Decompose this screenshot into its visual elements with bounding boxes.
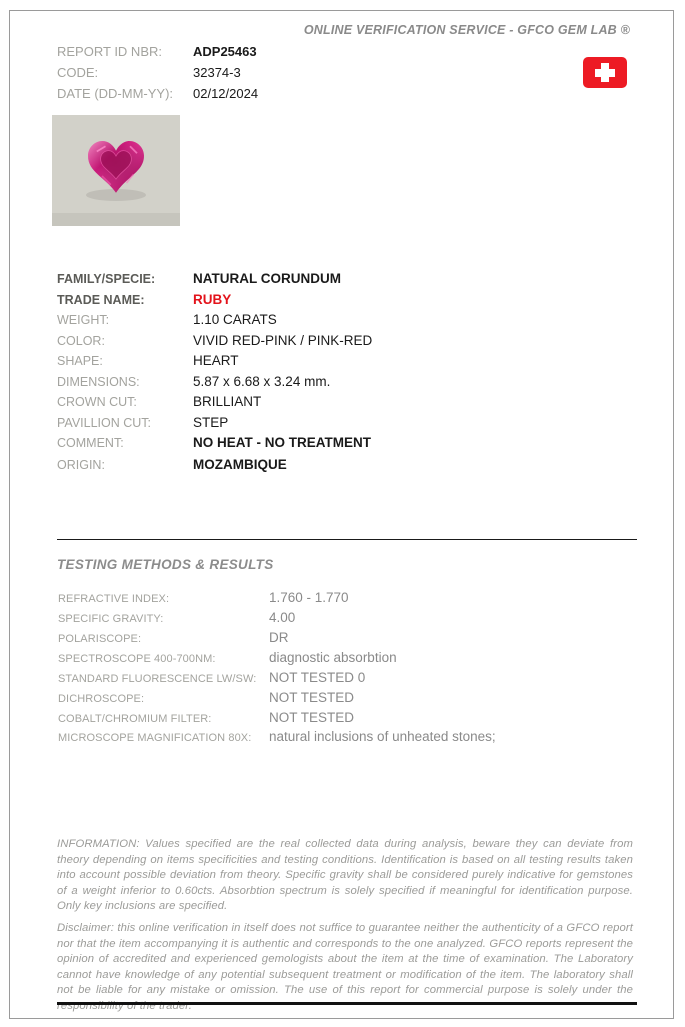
crown-cut-label: CROWN CUT: xyxy=(57,395,137,409)
weight-value: 1.10 CARATS xyxy=(193,312,277,327)
test-row-specific-gravity xyxy=(58,610,628,628)
test-row-polariscope xyxy=(58,630,628,648)
specific-gravity-label: SPECIFIC GRAVITY: xyxy=(58,613,164,625)
dimensions-value: 5.87 x 6.68 x 3.24 mm. xyxy=(193,374,331,389)
test-row-spectroscope xyxy=(58,650,628,668)
attr-row-shape xyxy=(57,353,617,372)
report-id-row xyxy=(57,44,477,62)
disclaimer-paragraph: Disclaimer: this online verification in itself does not suffice to guarantee neither the authenticity of a GFCO report nor that the item accompanying it is authentic and corresponds to the one analyzed. GFCO reports represent the opinion of accredited and experienced gemologists about the item at the time of examination. The Laboratory cannot have knowledge of any potential subsequent treatment or modification of the item. The laboratory shall not be liable for any mistake or omission. The use of this report for commercial purpose is solely under the responsibility of the trader. xyxy=(57,922,633,1012)
heart-ruby-image xyxy=(52,115,180,226)
attr-row-dimensions xyxy=(57,374,617,393)
attr-row-origin xyxy=(57,457,617,476)
attr-row-pavillion-cut xyxy=(57,415,617,434)
bottom-rule-line xyxy=(57,1002,637,1005)
family-value: NATURAL CORUNDUM xyxy=(193,271,341,286)
fluorescence-label: STANDARD FLUORESCENCE LW/SW: xyxy=(58,673,257,685)
dichroscope-value: NOT TESTED xyxy=(269,690,355,705)
weight-label: WEIGHT: xyxy=(57,313,110,327)
origin-value: MOZAMBIQUE xyxy=(193,457,287,472)
test-row-cobalt-filter xyxy=(58,710,628,728)
comment-label: COMMENT: xyxy=(57,436,124,450)
trade-name-label: TRADE NAME: xyxy=(57,293,145,307)
dichroscope-label: DICHROSCOPE: xyxy=(58,693,145,705)
report-id-value: ADP25463 xyxy=(193,44,257,59)
attr-row-color xyxy=(57,333,617,352)
specific-gravity-value: 4.00 xyxy=(269,610,296,625)
date-row xyxy=(57,86,477,104)
attr-row-weight xyxy=(57,312,617,331)
shape-label: SHAPE: xyxy=(57,354,103,368)
refractive-index-label: REFRACTIVE INDEX: xyxy=(58,593,170,605)
swiss-flag-icon xyxy=(583,57,627,88)
origin-label: ORIGIN: xyxy=(57,458,105,472)
trade-name-value: RUBY xyxy=(193,292,232,307)
code-row xyxy=(57,65,477,83)
polariscope-value: DR xyxy=(269,630,289,645)
cobalt-filter-label: COBALT/CHROMIUM FILTER: xyxy=(58,713,212,725)
service-title: ONLINE VERIFICATION SERVICE - GFCO GEM LAB ® xyxy=(303,23,630,37)
color-value: VIVID RED-PINK / PINK-RED xyxy=(193,333,373,348)
spectroscope-label: SPECTROSCOPE 400-700NM: xyxy=(58,653,216,665)
test-row-microscope xyxy=(58,729,628,747)
attr-row-family xyxy=(57,271,617,290)
refractive-index-value: 1.760 - 1.770 xyxy=(269,590,349,605)
cobalt-filter-value: NOT TESTED xyxy=(269,710,355,725)
information-paragraph: INFORMATION: Values specified are the real collected data during analysis, beware they can deviate from theory depending on items specificities and testing conditions. Identification is based on all testing results taken into account possible deviation from theory. Specific gravity shall be considered purely indicative for gemstones of a weight inferior to 0.60cts. Absorbtion spectrum is solely specified if meaningful for identification purpose. Only key inclusions are specified. xyxy=(57,838,633,913)
spectroscope-value: diagnostic absorbtion xyxy=(269,650,397,665)
swiss-cross-horizontal xyxy=(595,69,615,77)
pavillion-cut-value: STEP xyxy=(193,415,229,430)
crown-cut-value: BRILLIANT xyxy=(193,394,262,409)
microscope-value: natural inclusions of unheated stones; xyxy=(269,729,496,744)
date-label: DATE (DD-MM-YY): xyxy=(57,86,174,101)
pavillion-cut-label: PAVILLION CUT: xyxy=(57,416,152,430)
color-label: COLOR: xyxy=(57,334,105,348)
polariscope-label: POLARISCOPE: xyxy=(58,633,142,645)
comment-value: NO HEAT - NO TREATMENT xyxy=(193,435,371,450)
report-id-label: REPORT ID NBR: xyxy=(57,44,162,59)
shape-value: HEART xyxy=(193,353,239,368)
test-row-dichroscope xyxy=(58,690,628,708)
attr-row-comment xyxy=(57,435,617,454)
date-value: 02/12/2024 xyxy=(193,86,259,101)
attr-row-crown-cut xyxy=(57,394,617,413)
code-label: CODE: xyxy=(57,65,99,80)
dimensions-label: DIMENSIONS: xyxy=(57,375,140,389)
testing-section-heading: TESTING METHODS & RESULTS xyxy=(57,557,274,572)
test-row-refractive-index xyxy=(58,590,628,608)
family-label: FAMILY/SPECIE: xyxy=(57,272,156,286)
attr-row-trade-name xyxy=(57,292,617,311)
code-value: 32374-3 xyxy=(193,65,241,80)
test-row-fluorescence xyxy=(58,670,628,688)
section-divider-line xyxy=(57,539,637,540)
microscope-label: MICROSCOPE MAGNIFICATION 80X: xyxy=(58,732,252,744)
gem-photo xyxy=(52,115,180,226)
fluorescence-value: NOT TESTED 0 xyxy=(269,670,366,685)
